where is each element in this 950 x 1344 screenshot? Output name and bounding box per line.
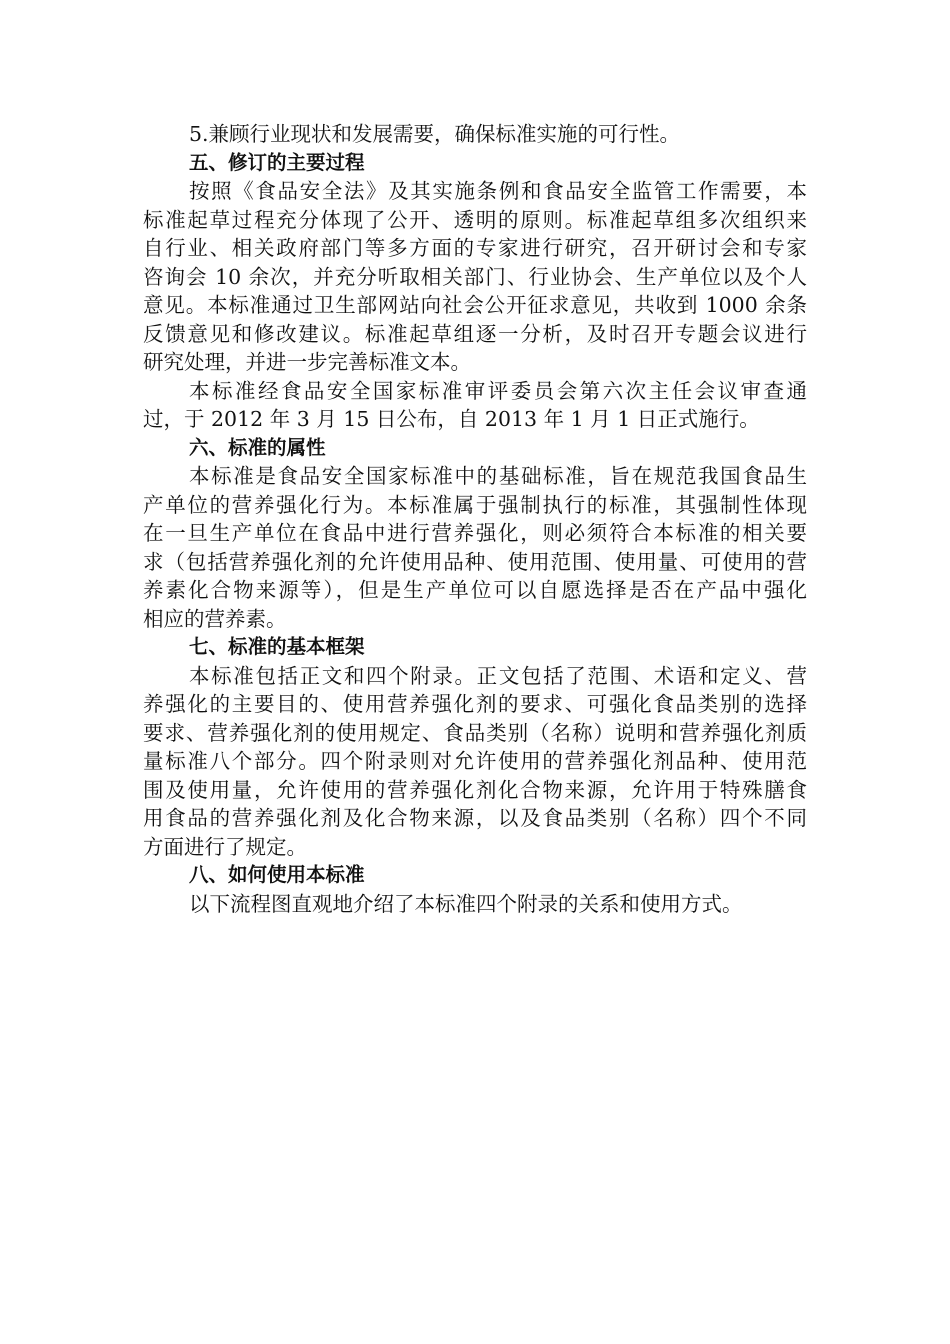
text-line: 标准起草过程充分体现了公开、透明的原则。标准起草组多次组织来	[143, 207, 807, 232]
paragraph-how-to-use	[143, 890, 807, 919]
text-line: 围及使用量，允许使用的营养强化剂化合物来源，允许用于特殊膳食	[143, 777, 807, 802]
text-line: 用食品的营养强化剂及化合物来源，以及食品类别（名称）四个不同	[143, 806, 807, 830]
text-line: 产单位的营养强化行为。本标准属于强制执行的标准，其强制性体现	[143, 492, 807, 517]
document-body	[143, 120, 807, 918]
text-line: 养强化的主要目的、使用营养强化剂的要求、可强化食品类别的选择	[143, 692, 807, 716]
text-line: 以下流程图直观地介绍了本标准四个附录的关系和使用方式。	[189, 891, 743, 916]
section-heading-how-to-use: 八、如何使用本标准	[189, 863, 365, 886]
text-line: 养素化合物来源等），但是生产单位可以自愿选择是否在产品中强化	[143, 578, 807, 602]
text-line: 相应的营养素。	[143, 606, 287, 631]
paragraph-approval	[143, 377, 807, 434]
text-line: 量标准八个部分。四个附录则对允许使用的营养强化剂品种、使用范	[143, 749, 807, 773]
text-line: 本标准包括正文和四个附录。正文包括了范围、术语和定义、营	[189, 663, 807, 688]
text-line: 方面进行了规定。	[143, 834, 307, 859]
text-line: 过，于 2012 年 3 月 15 日公布，自 2013 年 1 月 1 日正式施行。	[143, 407, 760, 431]
text-line: 咨询会 10 余次，并充分听取相关部门、行业协会、生产单位以及个人	[143, 264, 807, 289]
paragraph-attributes	[143, 462, 807, 633]
text-line: 按照《食品安全法》及其实施条例和食品安全监管工作需要，本	[189, 179, 807, 203]
text-line: 自行业、相关政府部门等多方面的专家进行研究，召开研讨会和专家	[143, 236, 807, 260]
paragraph-revision-process	[143, 177, 807, 377]
text-line: 意见。本标准通过卫生部网站向社会公开征求意见，共收到 1000 余条	[143, 293, 807, 317]
text-line: 求（包括营养强化剂的允许使用品种、使用范围、使用量、可使用的营	[143, 549, 807, 574]
section-heading-revision-process: 五、修订的主要过程	[189, 150, 365, 174]
text-line: 研究处理，并进一步完善标准文本。	[143, 350, 471, 374]
text-line: 5.兼顾行业现状和发展需要，确保标准实施的可行性。	[189, 122, 681, 146]
text-line: 要求、营养强化剂的使用规定、食品类别（名称）说明和营养强化剂质	[143, 720, 807, 745]
section-heading-attributes: 六、标准的属性	[189, 435, 326, 459]
section-heading-framework: 七、标准的基本框架	[189, 635, 365, 658]
text-line: 反馈意见和修改建议。标准起草组逐一分析，及时召开专题会议进行	[143, 321, 807, 346]
text-line: 本标准经食品安全国家标准审评委员会第六次主任会议审查通	[189, 378, 807, 403]
text-line: 在一旦生产单位在食品中进行营养强化，则必须符合本标准的相关要	[143, 521, 807, 545]
paragraph-framework	[143, 662, 807, 862]
text-line: 本标准是食品安全国家标准中的基础标准，旨在规范我国食品生	[189, 464, 807, 488]
